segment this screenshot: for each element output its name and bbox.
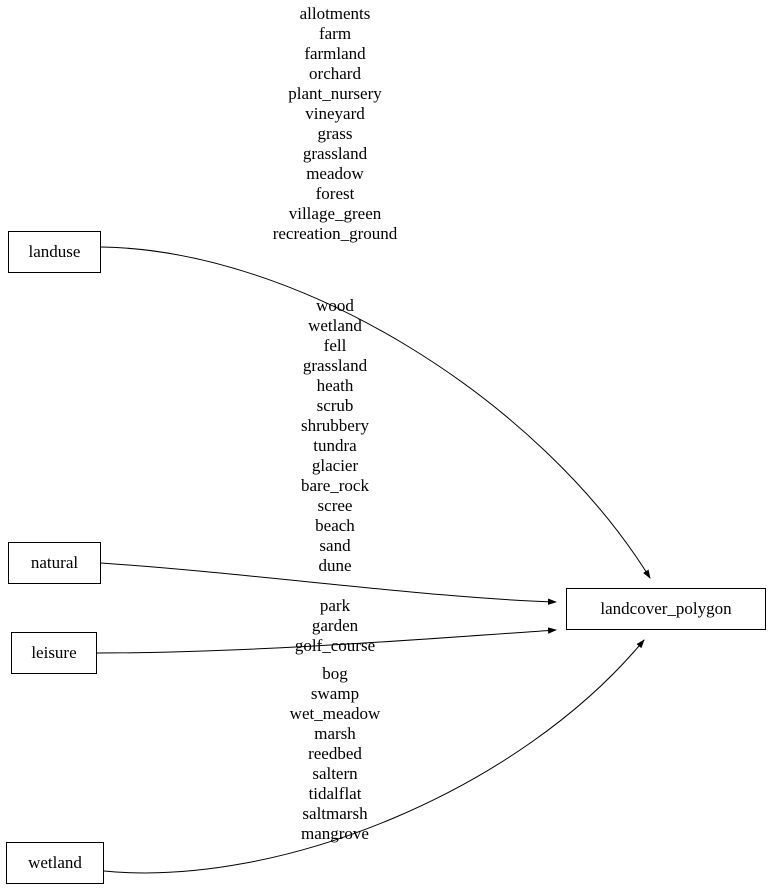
value-label: farmland	[304, 44, 366, 63]
leisure-value-list	[246, 596, 424, 656]
value-label: grassland	[302, 356, 368, 375]
value-label: grass	[317, 124, 353, 143]
value-label: allotments	[299, 4, 371, 23]
node-landcover-polygon-label: landcover_polygon	[600, 599, 732, 618]
value-label: golf_course	[294, 636, 376, 655]
value-label: bare_rock	[301, 476, 369, 495]
node-natural[interactable]	[8, 542, 101, 584]
value-label: wetland	[308, 316, 362, 335]
value-label: reedbed	[308, 744, 362, 763]
value-label: tundra	[313, 436, 357, 455]
value-label: saltmarsh	[302, 804, 368, 823]
value-label: scree	[317, 496, 353, 515]
value-label: garden	[311, 616, 359, 635]
value-label: mangrove	[301, 824, 369, 843]
node-wetland[interactable]	[6, 842, 104, 884]
value-label: grassland	[302, 144, 368, 163]
node-wetland-label: wetland	[28, 853, 82, 872]
landuse-value-list	[246, 4, 424, 244]
value-label: heath	[316, 376, 354, 395]
value-label: bog	[322, 664, 348, 683]
value-label: fell	[323, 336, 347, 355]
value-label: marsh	[314, 724, 356, 743]
value-label: wet_meadow	[289, 704, 381, 723]
value-label: sand	[319, 536, 351, 555]
value-label: village_green	[288, 204, 382, 223]
value-label: swamp	[310, 684, 360, 703]
node-landuse[interactable]	[8, 231, 101, 273]
wetland-value-list	[246, 664, 424, 844]
value-label: dune	[318, 556, 352, 575]
value-label: park	[319, 596, 351, 615]
value-label: shrubbery	[301, 416, 369, 435]
node-leisure-label: leisure	[31, 643, 77, 662]
value-label: glacier	[311, 456, 359, 475]
value-label: beach	[315, 516, 355, 535]
value-label: recreation_ground	[272, 224, 398, 243]
value-label: scrub	[316, 396, 354, 415]
node-landuse-label: landuse	[28, 242, 81, 261]
value-label: tidalflat	[308, 784, 362, 803]
value-label: meadow	[306, 164, 364, 183]
value-label: orchard	[309, 64, 361, 83]
value-label: wood	[316, 296, 354, 315]
node-natural-label: natural	[30, 553, 79, 572]
node-leisure[interactable]	[11, 632, 97, 674]
value-label: vineyard	[305, 104, 365, 123]
node-landcover-polygon[interactable]	[566, 588, 766, 630]
value-label: plant_nursery	[288, 84, 382, 103]
value-label: saltern	[312, 764, 358, 783]
value-label: farm	[318, 24, 352, 43]
value-label: forest	[315, 184, 355, 203]
natural-value-list	[246, 296, 424, 576]
